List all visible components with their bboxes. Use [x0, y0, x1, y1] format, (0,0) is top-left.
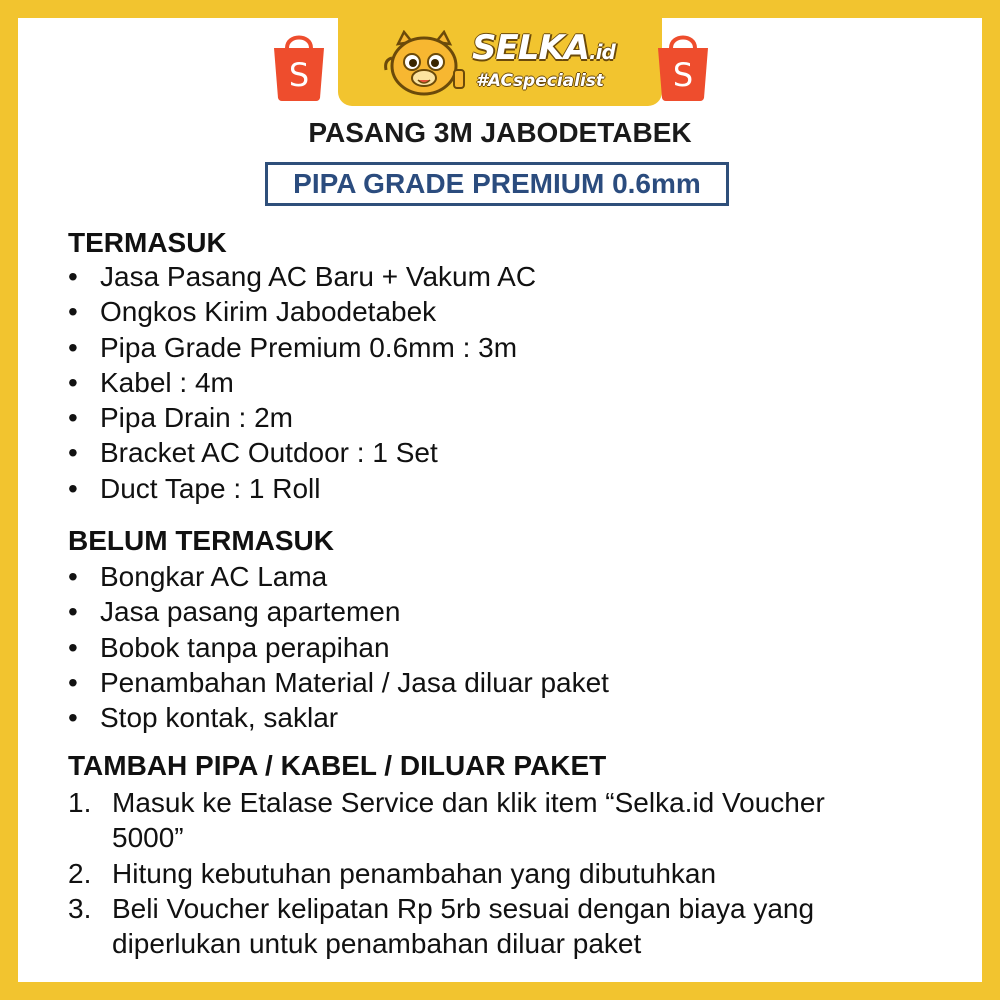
step-text: Masuk ke Etalase Service dan klik item “Selka.id Voucher 5000”	[112, 787, 825, 854]
svg-text:S: S	[672, 56, 694, 94]
step-number: 2.	[68, 857, 92, 889]
shopping-bag-s-icon	[268, 26, 330, 102]
bullet-icon: •	[68, 666, 78, 698]
step-text: Hitung kebutuhan penambahan yang dibutuhkan	[112, 857, 717, 889]
list-item-text: Stop kontak, saklar	[100, 702, 339, 734]
list-item-text: Jasa Pasang AC Baru + Vakum AC	[100, 261, 537, 292]
brand-hashtag: #ACspecialist	[476, 71, 605, 91]
bullet-icon: •	[68, 472, 78, 504]
list-item-text: Kabel : 4m	[100, 366, 234, 398]
bullet-icon: •	[68, 631, 78, 663]
included-list	[68, 259, 536, 506]
brand-name	[472, 28, 615, 72]
extra-title: TAMBAH PIPA / KABEL / DILUAR PAKET	[68, 750, 607, 781]
bullet-icon: •	[68, 702, 78, 734]
bullet-icon: •	[68, 261, 78, 292]
list-item	[68, 435, 536, 470]
step-item	[68, 891, 872, 962]
list-item-text: Pipa Drain : 2m	[100, 402, 293, 434]
bullet-icon: •	[68, 331, 78, 363]
shopping-bag-s-icon	[652, 26, 714, 102]
bullet-icon: •	[68, 366, 78, 398]
list-item	[68, 330, 536, 365]
list-item	[68, 365, 536, 400]
extra-steps	[68, 785, 872, 961]
list-item	[68, 400, 536, 435]
excluded-list	[68, 559, 609, 735]
list-item-text: Bobok tanpa perapihan	[100, 631, 390, 663]
step-item	[68, 785, 872, 856]
list-item-text: Bracket AC Outdoor : 1 Set	[100, 437, 438, 469]
step-item	[68, 856, 872, 891]
list-item	[68, 700, 609, 735]
cat-mascot-icon	[382, 30, 466, 102]
list-item	[68, 471, 536, 506]
list-item	[68, 665, 609, 700]
list-item-text: Jasa pasang apartemen	[100, 596, 401, 628]
bullet-icon: •	[68, 437, 78, 469]
step-number: 1.	[68, 787, 92, 818]
included-title: TERMASUK	[68, 227, 227, 258]
list-item	[68, 259, 536, 294]
step-text: Beli Voucher kelipatan Rp 5rb sesuai dengan biaya yang diperlukan untuk penambahan diluar paket	[112, 892, 815, 960]
premium-badge: PIPA GRADE PREMIUM 0.6mm	[265, 162, 729, 206]
step-number: 3.	[68, 892, 92, 924]
list-item-text: Penambahan Material / Jasa diluar paket	[100, 666, 609, 698]
svg-text:S: S	[288, 56, 310, 94]
list-item	[68, 559, 609, 594]
excluded-title: BELUM TERMASUK	[68, 525, 334, 556]
list-item-text: Ongkos Kirim Jabodetabek	[100, 296, 437, 328]
list-item-text: Bongkar AC Lama	[100, 561, 328, 592]
list-item-text: Duct Tape : 1 Roll	[100, 472, 321, 504]
bullet-icon: •	[68, 596, 78, 628]
bullet-icon: •	[68, 296, 78, 328]
list-item	[68, 630, 609, 665]
list-item	[68, 594, 609, 629]
list-item-text: Pipa Grade Premium 0.6mm : 3m	[100, 331, 518, 363]
bullet-icon: •	[68, 561, 78, 592]
bullet-icon: •	[68, 402, 78, 434]
page-title: PASANG 3M JABODETABEK	[308, 117, 692, 148]
brand-name-suffix: .id	[589, 40, 615, 64]
brand-name-main: SELKA	[472, 28, 590, 68]
list-item	[68, 294, 536, 329]
